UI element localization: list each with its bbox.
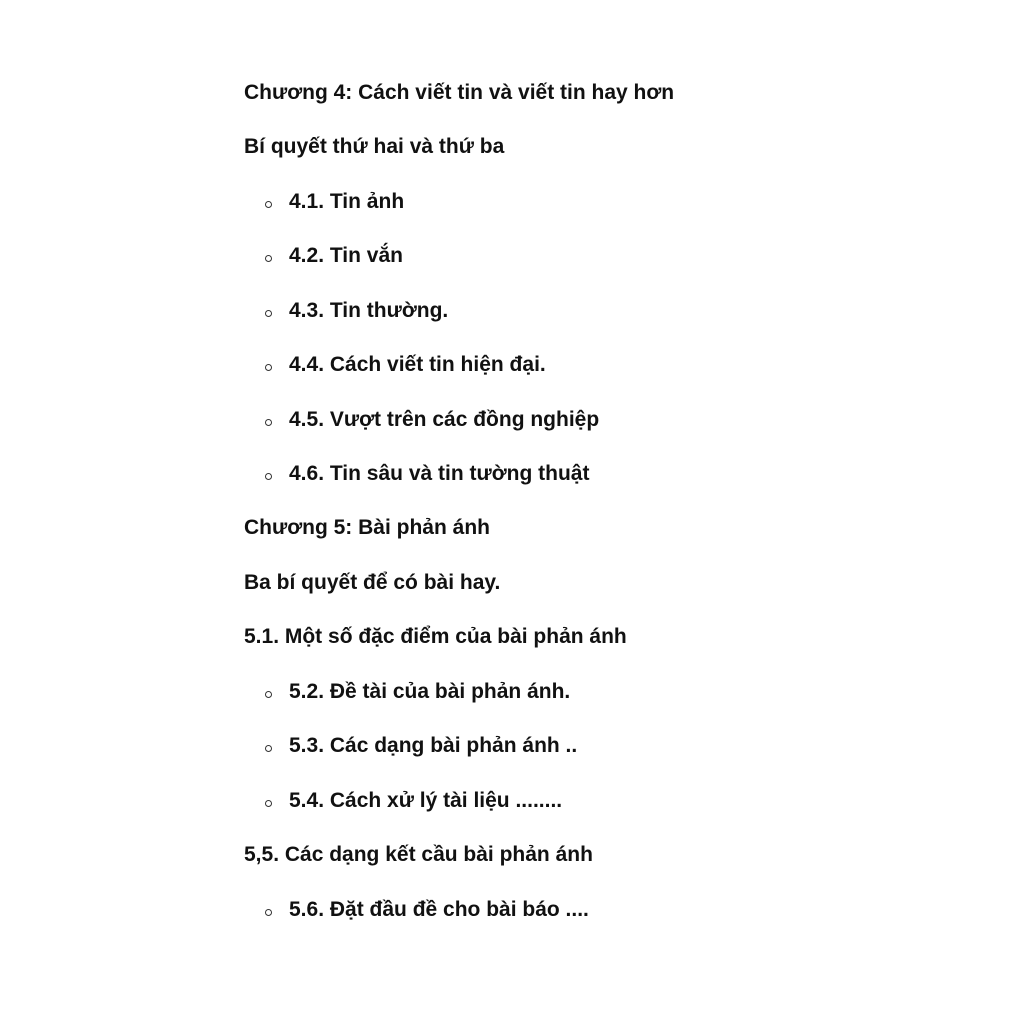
list-item-text: 5.6. Đặt đầu đề cho bài báo .... xyxy=(289,898,589,921)
list-item-text: 4.5. Vượt trên các đồng nghiệp xyxy=(289,408,600,431)
list-item-text: 4.3. Tin thường. xyxy=(289,299,449,322)
hollow-bullet-icon xyxy=(265,201,272,208)
hollow-bullet-icon xyxy=(265,419,272,426)
list-item-text: 5.2. Đề tài của bài phản ánh. xyxy=(289,680,571,703)
hollow-bullet-icon xyxy=(265,909,272,916)
hollow-bullet-icon xyxy=(265,745,272,752)
hollow-bullet-icon xyxy=(265,364,272,371)
chapter-5-title: Chương 5: Bài phản ánh xyxy=(244,516,490,539)
list-item-text: 4.1. Tin ảnh xyxy=(289,190,405,213)
list-item xyxy=(289,787,562,815)
hollow-bullet-icon xyxy=(265,255,272,262)
chapter-5-subtitle: Ba bí quyết để có bài hay. xyxy=(244,571,501,594)
list-item xyxy=(289,188,404,216)
list-item xyxy=(289,351,546,379)
list-item xyxy=(289,406,599,434)
list-item xyxy=(289,896,589,924)
section-5-5-heading: 5,5. Các dạng kết cầu bài phản ánh xyxy=(244,843,593,866)
list-item xyxy=(289,732,577,760)
list-item xyxy=(289,297,448,325)
list-item-text: 5.3. Các dạng bài phản ánh .. xyxy=(289,734,578,757)
hollow-bullet-icon xyxy=(265,691,272,698)
hollow-bullet-icon xyxy=(265,473,272,480)
list-item-text: 4.6. Tin sâu và tin tường thuật xyxy=(289,462,590,485)
chapter-4-title: Chương 4: Cách viết tin và viết tin hay hơn xyxy=(244,81,675,104)
list-item-text: 5.4. Cách xử lý tài liệu ........ xyxy=(289,789,563,812)
hollow-bullet-icon xyxy=(265,800,272,807)
list-item xyxy=(289,678,570,706)
list-item-text: 4.4. Cách viết tin hiện đại. xyxy=(289,353,546,376)
list-item-text: 4.2. Tin vắn xyxy=(289,244,403,267)
list-item xyxy=(289,460,589,488)
list-item xyxy=(289,242,403,270)
chapter-4-subtitle: Bí quyết thứ hai và thứ ba xyxy=(244,135,505,158)
section-5-1-heading: 5.1. Một số đặc điểm của bài phản ánh xyxy=(244,625,627,648)
hollow-bullet-icon xyxy=(265,310,272,317)
